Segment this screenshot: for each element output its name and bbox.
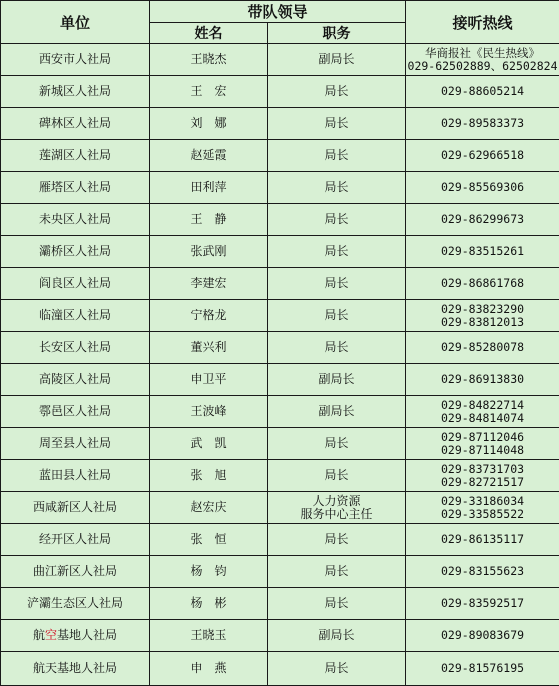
phone-number: 029-83155623 xyxy=(441,564,524,578)
phone-number: 029-86913830 xyxy=(441,372,524,386)
phone-number: 029-84822714 xyxy=(441,398,524,412)
leader-name-cell: 宁格龙 xyxy=(150,300,268,332)
table-row xyxy=(1,524,559,556)
phone-number: 029-87112046 xyxy=(441,430,524,444)
phone-number: 029-84814074 xyxy=(441,411,524,425)
position-cell: 局长 xyxy=(268,140,406,172)
position-cell: 局长 xyxy=(268,108,406,140)
leader-name-cell: 田利萍 xyxy=(150,172,268,204)
hotline-cell xyxy=(406,76,559,108)
leader-name-cell: 刘 娜 xyxy=(150,108,268,140)
phone-number: 029-33186034 xyxy=(441,494,524,508)
phone-number: 029-86135117 xyxy=(441,532,524,546)
hotline-cell xyxy=(406,364,559,396)
phone-number: 029-86299673 xyxy=(441,212,524,226)
leader-name-cell: 王晓杰 xyxy=(150,44,268,76)
table-body xyxy=(1,44,559,686)
position-cell: 人力资源 服务中心主任 xyxy=(268,492,406,524)
table-row xyxy=(1,204,559,236)
phone-number: 029-82721517 xyxy=(441,475,524,489)
unit-cell: 周至县人社局 xyxy=(1,428,150,460)
phone-number: 029-85569306 xyxy=(441,180,524,194)
phone-number: 029-86861768 xyxy=(441,276,524,290)
table-row xyxy=(1,428,559,460)
header-name: 姓名 xyxy=(150,23,268,44)
phone-number: 029-83812013 xyxy=(441,315,524,329)
phone-number: 029-83592517 xyxy=(441,596,524,610)
table-row xyxy=(1,140,559,172)
unit-cell: 西咸新区人社局 xyxy=(1,492,150,524)
hotline-cell xyxy=(406,140,559,172)
unit-cell: 浐灞生态区人社局 xyxy=(1,588,150,620)
unit-text-part: 航 xyxy=(33,628,45,642)
table-row xyxy=(1,76,559,108)
phone-number: 029-89583373 xyxy=(441,116,524,130)
header-leader-group: 带队领导 xyxy=(150,1,406,23)
unit-cell: 航天基地人社局 xyxy=(1,652,150,686)
hotline-cell xyxy=(406,652,559,686)
hotline-cell xyxy=(406,332,559,364)
leader-name-cell: 王 宏 xyxy=(150,76,268,108)
hotline-cell xyxy=(406,204,559,236)
leader-name-cell: 武 凯 xyxy=(150,428,268,460)
unit-cell: 西安市人社局 xyxy=(1,44,150,76)
position-cell: 局长 xyxy=(268,588,406,620)
table-row xyxy=(1,236,559,268)
unit-cell: 新城区人社局 xyxy=(1,76,150,108)
hotline-cell xyxy=(406,396,559,428)
table-row xyxy=(1,300,559,332)
leader-name-cell: 王 静 xyxy=(150,204,268,236)
position-cell: 副局长 xyxy=(268,620,406,652)
table-row xyxy=(1,364,559,396)
table-row xyxy=(1,588,559,620)
phone-number: 029-33585522 xyxy=(441,507,524,521)
table-row xyxy=(1,620,559,652)
unit-cell: 莲湖区人社局 xyxy=(1,140,150,172)
phone-number: 029-85280078 xyxy=(441,340,524,354)
hotline-cell xyxy=(406,428,559,460)
hotline-cell xyxy=(406,556,559,588)
table-row xyxy=(1,332,559,364)
position-cell: 局长 xyxy=(268,556,406,588)
unit-cell: 灞桥区人社局 xyxy=(1,236,150,268)
unit-cell: 雁塔区人社局 xyxy=(1,172,150,204)
unit-cell: 未央区人社局 xyxy=(1,204,150,236)
position-cell: 局长 xyxy=(268,332,406,364)
phone-number: 029-83823290 xyxy=(441,302,524,316)
phone-number: 029-87114048 xyxy=(441,443,524,457)
position-cell: 局长 xyxy=(268,524,406,556)
hotline-cell xyxy=(406,588,559,620)
leader-name-cell: 杨 彬 xyxy=(150,588,268,620)
phone-number: 029-89083679 xyxy=(441,628,524,642)
header-unit: 单位 xyxy=(1,1,150,44)
unit-cell: 鄠邑区人社局 xyxy=(1,396,150,428)
table-row xyxy=(1,396,559,428)
position-cell: 局长 xyxy=(268,428,406,460)
table-row xyxy=(1,108,559,140)
unit-cell: 长安区人社局 xyxy=(1,332,150,364)
position-cell: 局长 xyxy=(268,76,406,108)
hotline-cell xyxy=(406,108,559,140)
unit-text-part: 空 xyxy=(45,628,57,642)
unit-cell: 碑林区人社局 xyxy=(1,108,150,140)
table-row xyxy=(1,652,559,686)
unit-text-part: 基地人社局 xyxy=(57,628,117,642)
position-cell: 局长 xyxy=(268,204,406,236)
position-cell: 副局长 xyxy=(268,364,406,396)
phone-number: 029-62502889、62502824 xyxy=(408,59,558,73)
hotline-cell xyxy=(406,620,559,652)
unit-cell: 蓝田县人社局 xyxy=(1,460,150,492)
position-cell: 局长 xyxy=(268,652,406,686)
leader-name-cell: 赵延霞 xyxy=(150,140,268,172)
leader-name-cell: 张 恒 xyxy=(150,524,268,556)
leader-name-cell: 王波峰 xyxy=(150,396,268,428)
hotline-cell xyxy=(406,172,559,204)
hotline-cell xyxy=(406,524,559,556)
leader-name-cell: 王晓玉 xyxy=(150,620,268,652)
unit-cell: 临潼区人社局 xyxy=(1,300,150,332)
phone-number: 029-83731703 xyxy=(441,462,524,476)
position-cell: 局长 xyxy=(268,300,406,332)
phone-number: 029-83515261 xyxy=(441,244,524,258)
unit-cell: 曲江新区人社局 xyxy=(1,556,150,588)
hotline-cell xyxy=(406,492,559,524)
leader-name-cell: 张武刚 xyxy=(150,236,268,268)
table-row xyxy=(1,44,559,76)
phone-number: 029-81576195 xyxy=(441,661,524,675)
table-row xyxy=(1,556,559,588)
leader-name-cell: 申卫平 xyxy=(150,364,268,396)
unit-cell: 高陵区人社局 xyxy=(1,364,150,396)
header-hotline: 接听热线 xyxy=(406,1,559,44)
phone-number: 029-88605214 xyxy=(441,84,524,98)
position-cell: 副局长 xyxy=(268,396,406,428)
position-cell: 局长 xyxy=(268,460,406,492)
leader-name-cell: 李建宏 xyxy=(150,268,268,300)
position-cell: 局长 xyxy=(268,172,406,204)
table-row xyxy=(1,492,559,524)
position-cell: 局长 xyxy=(268,236,406,268)
unit-cell xyxy=(1,620,150,652)
unit-cell: 阎良区人社局 xyxy=(1,268,150,300)
leader-name-cell: 申 燕 xyxy=(150,652,268,686)
hotline-cell xyxy=(406,268,559,300)
hotline-cell xyxy=(406,460,559,492)
leader-name-cell: 张 旭 xyxy=(150,460,268,492)
phone-number: 029-62966518 xyxy=(441,148,524,162)
leader-name-cell: 赵宏庆 xyxy=(150,492,268,524)
table-row xyxy=(1,460,559,492)
hotline-cell xyxy=(406,44,559,76)
hotline-cell xyxy=(406,236,559,268)
position-cell: 局长 xyxy=(268,268,406,300)
position-cell: 副局长 xyxy=(268,44,406,76)
leader-name-cell: 杨 钧 xyxy=(150,556,268,588)
hotline-cell xyxy=(406,300,559,332)
leader-name-cell: 董兴利 xyxy=(150,332,268,364)
unit-cell: 经开区人社局 xyxy=(1,524,150,556)
table-row xyxy=(1,268,559,300)
header-position: 职务 xyxy=(268,23,406,44)
phone-number: 华商报社《民生热线》 xyxy=(425,46,540,60)
table-row xyxy=(1,172,559,204)
